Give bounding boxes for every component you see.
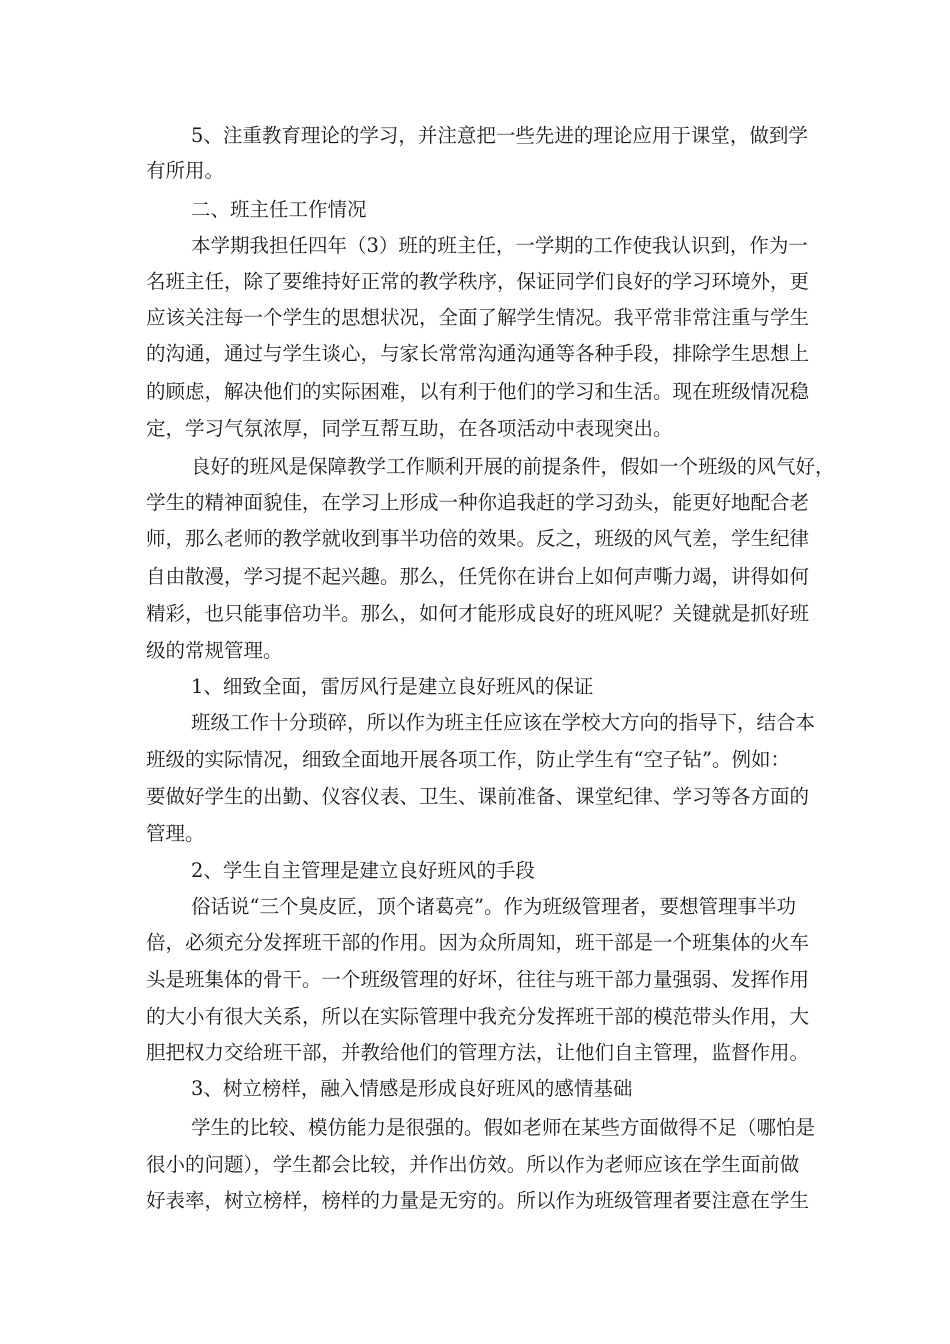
- text-line: 的大小有很大关系，所以在实际管理中我充分发挥班干部的模范带头作用，大: [146, 1005, 810, 1028]
- text-line: 学生的精神面貌佳，在学习上形成一种你追我赶的学习劲头，能更好地配合老: [146, 491, 810, 514]
- section-heading: 二、班主任工作情况: [191, 198, 367, 221]
- text-line: 管理。: [146, 822, 205, 845]
- text-line: 要做好学生的出勤、仪容仪表、卫生、课前准备、课堂纪律、学习等各方面的: [146, 785, 810, 808]
- text-line: 倍，必须充分发挥班干部的作用。因为众所周知，班干部是一个班集体的火车: [146, 931, 810, 954]
- subsection-heading: 3、树立榜样，融入情感是形成良好班风的感情基础: [191, 1077, 633, 1100]
- text-line: 名班主任，除了要维持好正常的教学秩序，保证同学们良好的学习环境外，更: [146, 270, 810, 293]
- text-line: 班级的实际情况，细致全面地开展各项工作，防止学生有“空子钻”。例如：: [146, 748, 790, 771]
- text-line: 定，学习气氛浓厚，同学互帮互助，在各项活动中表现突出。: [146, 417, 673, 440]
- text-line: 师，那么老师的教学就收到事半功倍的效果。反之，班级的风气差，学生纪律: [146, 527, 810, 550]
- text-line: 本学期我担任四年（3）班的班主任，一学期的工作使我认识到，作为一: [191, 234, 808, 257]
- text-line: 级的常规管理。: [146, 639, 283, 662]
- text-line: 好表率，树立榜样，榜样的力量是无穷的。所以作为班级管理者要注意在学生: [146, 1189, 810, 1212]
- subsection-heading: 2、学生自主管理是建立良好班风的手段: [191, 859, 535, 882]
- text-line: 应该关注每一个学生的思想状况，全面了解学生情况。我平常非常注重与学生: [146, 306, 810, 329]
- subsection-heading: 1、细致全面，雷厉风行是建立良好班风的保证: [191, 675, 594, 698]
- text-line: 5、注重教育理论的学习，并注意把一些先进的理论应用于课堂，做到学: [191, 124, 808, 147]
- text-line: 的顾虑，解决他们的实际困难，以有利于他们的学习和生活。现在班级情况稳: [146, 380, 810, 403]
- text-line: 的沟通，通过与学生谈心，与家长常常沟通沟通等各种手段，排除学生思想上: [146, 342, 810, 365]
- text-line: 良好的班风是保障教学工作顺利开展的前提条件，假如一个班级的风气好，: [191, 455, 835, 478]
- text-line: 学生的比较、模仿能力是很强的。假如老师在某些方面做得不足（哪怕是: [191, 1116, 816, 1139]
- text-line: 头是班集体的骨干。一个班级管理的好坏，往往与班干部力量强弱、发挥作用: [146, 968, 810, 991]
- text-line: 自由散漫，学习提不起兴趣。那么，任凭你在讲台上如何声嘶力竭，讲得如何: [146, 565, 810, 588]
- text-line: 有所用。: [146, 159, 225, 182]
- text-line: 班级工作十分琐碎，所以作为班主任应该在学校大方向的指导下，结合本: [191, 711, 816, 734]
- text-line: 很小的问题），学生都会比较，并作出仿效。所以作为老师应该在学生面前做: [146, 1153, 800, 1176]
- text-line: 俗话说“三个臭皮匠，顶个诸葛亮”。作为班级管理者，要想管理事半功: [191, 895, 796, 918]
- text-line: 胆把权力交给班干部，并教给他们的管理方法，让他们自主管理，监督作用。: [146, 1041, 810, 1064]
- text-line: 精彩，也只能事倍功半。那么，如何才能形成良好的班风呢？关键就是抓好班: [146, 602, 810, 625]
